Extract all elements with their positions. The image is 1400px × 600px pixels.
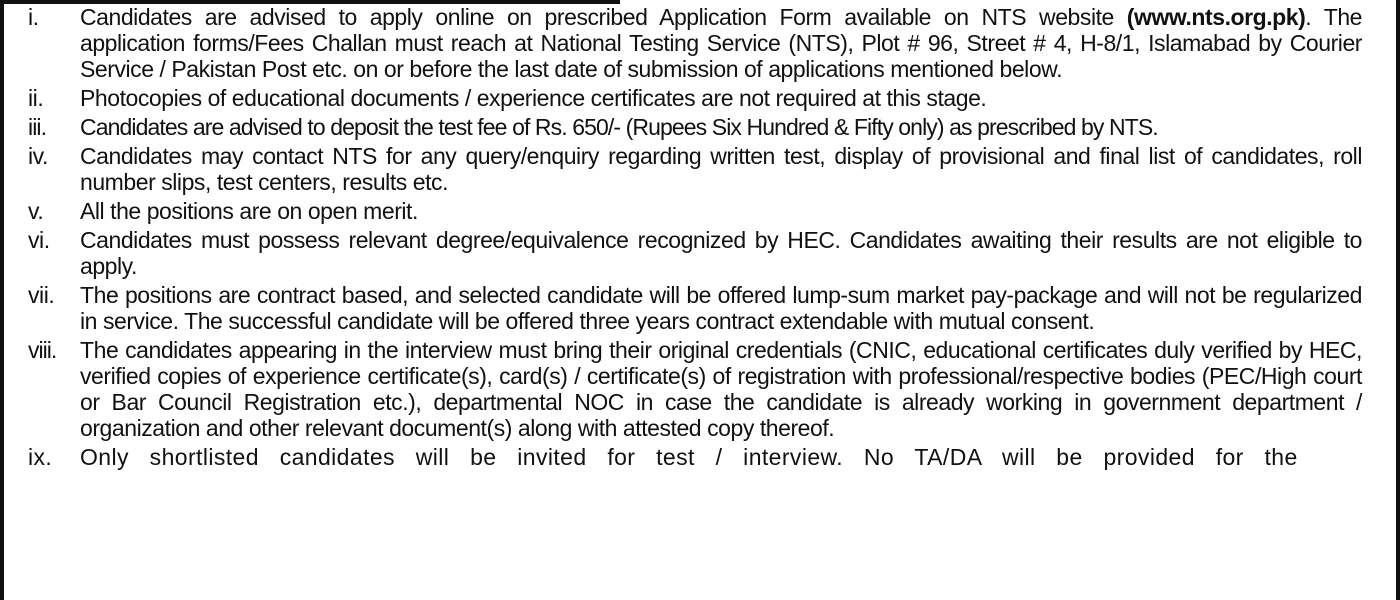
item-number: vi. [28,227,50,253]
instruction-item-1 [28,4,1362,82]
item-number: i. [28,4,39,30]
website-link-text: (www.nts.org.pk) [1126,4,1306,30]
item-number: ii. [28,85,44,111]
item-text: Candidates are advised to deposit the test fee of Rs. 650/- (Rupees Six Hundred & Fifty only) as prescribed by NTS. [80,114,1158,140]
item-number: iii. [28,114,47,140]
item-text: Candidates must possess relevant degree/equivalence recognized by HEC. Candidates awaiting their results are not eligible to apply. [80,227,1362,279]
instructions-list [28,4,1362,473]
instruction-item-2 [28,85,1362,111]
item-number: iv. [28,143,48,169]
instruction-item-7 [28,282,1362,334]
item-text: Candidates may contact NTS for any query/enquiry regarding written test, display of provisional and final list of candidates, roll number slips, test centers, results etc. [80,143,1362,195]
instruction-item-6 [28,227,1362,279]
item-text: Photocopies of educational documents / experience certificates are not required at this stage. [80,85,987,111]
instruction-item-9 [28,444,1362,470]
item-number: vii. [28,282,55,308]
instruction-item-5 [28,198,1362,224]
item-text: Candidates are advised to apply online on prescribed Application Form available on NTS website [80,4,1127,30]
item-number: ix. [28,444,53,470]
item-text-cont: . The application forms/Fees Challan must reach at National Testing Service (NTS), Plot # 96, Street # 4, H-8/1, Islamabad by Courier Service / Pakistan Post etc. on or before the last date of submission of applications mentioned below. [80,4,1363,82]
item-text: Only shortlisted candidates will be invited for test / interview. No TA/DA will be provided for the [80,444,1298,470]
right-border [1396,0,1400,600]
left-border [0,0,4,600]
item-number: v. [28,198,44,224]
instruction-item-8 [28,337,1362,441]
instruction-item-3 [28,114,1362,140]
item-number: viii. [28,337,57,363]
item-text: The positions are contract based, and selected candidate will be offered lump-sum market pay-package and will not be regularized in service. The successful candidate will be offered three years contract extendable with mutual consent. [80,282,1362,334]
item-text: The candidates appearing in the interview must bring their original credentials (CNIC, educational certificates duly verified by HEC, verified copies of experience certificate(s), card(s) / certificate(s) of registration with professional/respective bodies (PEC/High court or Bar Council Registration etc.), departmental NOC in case the candidate is already working in government department / organization and other relevant document(s) along with attested copy thereof. [80,337,1362,441]
instruction-item-4 [28,143,1362,195]
item-text: All the positions are on open merit. [80,198,418,224]
